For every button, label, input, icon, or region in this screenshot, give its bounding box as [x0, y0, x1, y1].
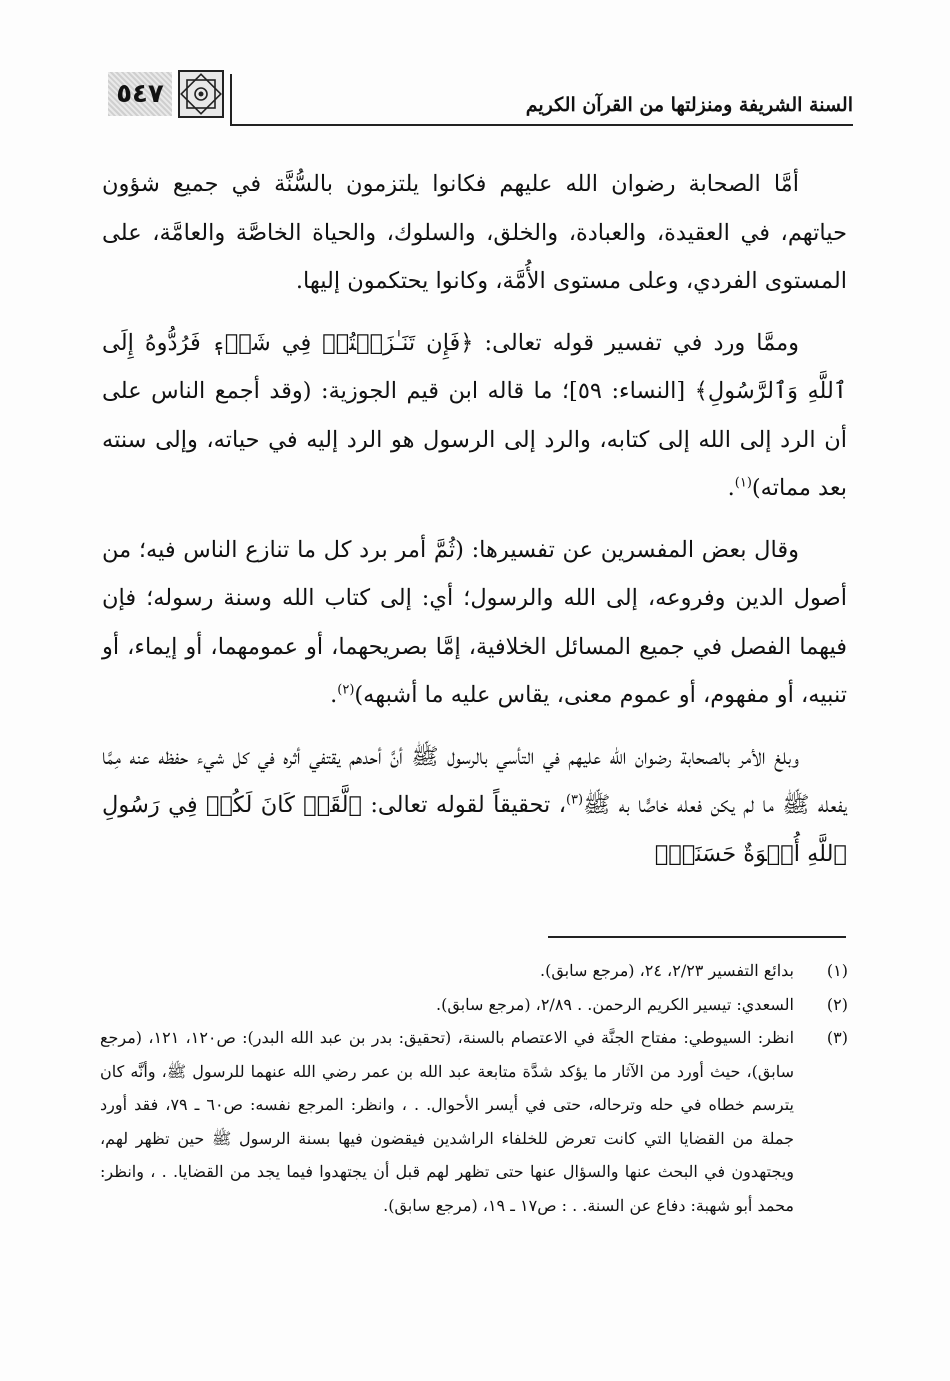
- paragraph: وممَّا ورد في تفسير قوله تعالى: ﴿فَإِن تَنَـٰزَعۡتُمۡ فِي شَيۡءٖ فَرُدُّوهُ إِلَى ٱللَّهِ وَٱلرَّسُولِ﴾ [النساء: ٥٩]؛ ما قاله ابن قيم الجوزية: (وقد أجمع الناس على أن الرد إلى الله إلى كتابه، والرد إلى الرسول هو الرد إليه في حياته، وإلى سنته بعد مماته)$^{(١)}$.: [102, 329, 847, 501]
- running-title: السنة الشريفة ومنزلتها من القرآن الكريم: [525, 94, 853, 116]
- footnote-text: بدائع التفسير ٢/٢٣، ٢٤، (مرجع سابق).: [539, 961, 794, 980]
- footnote: [100, 1021, 848, 1222]
- header-vertical-rule: [230, 74, 232, 124]
- header-rule: [230, 124, 853, 126]
- paragraph: أمَّا الصحابة رضوان الله عليهم فكانوا يلتزمون بالسُّنَّة في جميع شؤون حياتهم، في العقيدة، والعبادة، والخلق، والسلوك، والحياة الخاصَّة والعامَّة، على المستوى الفردي، وعلى مستوى الأُمَّة، وكانوا يحتكمون إليها.: [102, 171, 847, 294]
- footnote: [100, 954, 848, 988]
- footnote-ref[interactable]: (٣): [565, 792, 584, 808]
- page-header: [108, 70, 853, 132]
- footnote-text: السعدي: تيسير الكريم الرحمن. . ٢/٨٩، (مرجع سابق).: [436, 994, 794, 1014]
- page-number: ٥٤٧: [116, 79, 164, 109]
- footnote-number: (٢): [826, 994, 848, 1014]
- footnote-ref[interactable]: (١): [734, 475, 752, 491]
- footnote-ref[interactable]: (٢): [337, 682, 355, 698]
- footnote-number: (٣): [826, 1028, 848, 1047]
- footnote-text: انظر: السيوطي: مفتاح الجنَّة في الاعتصام بالسنة، (تحقيق: بدر بن عبد الله البدر): ص١٢٠، ١٢١، (مرجع سابق)، حيث أورد من الآثار ما يؤكد شدَّة متابعة عبد الله بن عمر رضي الله عنهما للرسول ﷺ، وأنَّه كان يترسم خطاه في حله وترحاله، حتى في أيسر الأحوال. . ، وانظر: المرجع نفسه: ص٦٠ ـ ٧٩، فقد أورد جملة من القضايا التي كانت تعرض للخلفاء الراشدين فيقضون فيها بسنة الرسول ﷺ حين تظهر لهم، ويجتهدون في البحث عنها والسؤال عنها حتى تظهر لهم قبل أن يجتهدوا فيما يجد من القضايا. . ، وانظر: محمد أبو شهبة: دفاع عن السنة. . : ص١٧ ـ ١٩، (مرجع سابق).: [100, 1028, 795, 1215]
- footnote: [100, 988, 848, 1022]
- main-text: [102, 160, 847, 891]
- paragraph: وبلغ الأمر بالصحابة رضوان الله عليهم في التأسي بالرسول ﷺ أنَّ أحدهم يقتفي أثره في كل شيء حفظه عنه مِمَّا يفعله ﷺ ما لم يكن فعله خاصًّا به ﷺ$^{(٣)}$، تحقيقاً لقوله تعالى: ﴿لَّقَدۡ كَانَ لَكُمۡ فِي رَسُولِ ٱللَّهِ أُسۡوَةٌ حَسَنَةٞ﴾: [102, 743, 847, 867]
- footnote-number: (١): [826, 961, 848, 980]
- footnotes: [100, 954, 848, 1222]
- paragraph: وقال بعض المفسرين عن تفسيرها: (ثُمَّ أمر برد كل ما تنازع الناس فيه؛ من أصول الدين وفروعه، إلى الله والرسول؛ أي: إلى كتاب الله وسنة رسوله؛ فإن فيهما الفصل في جميع المسائل الخلافية، إمَّا بصريحهما، أو عمومهما، أو إيماء، أو تنبيه، أو مفهوم، أو عموم معنى، يقاس عليه ما أشبهه)$^{(٢)}$.: [102, 536, 847, 708]
- geometric-ornament-icon: [178, 70, 224, 118]
- footnote-separator: [548, 936, 846, 938]
- page-number-box: [108, 72, 172, 116]
